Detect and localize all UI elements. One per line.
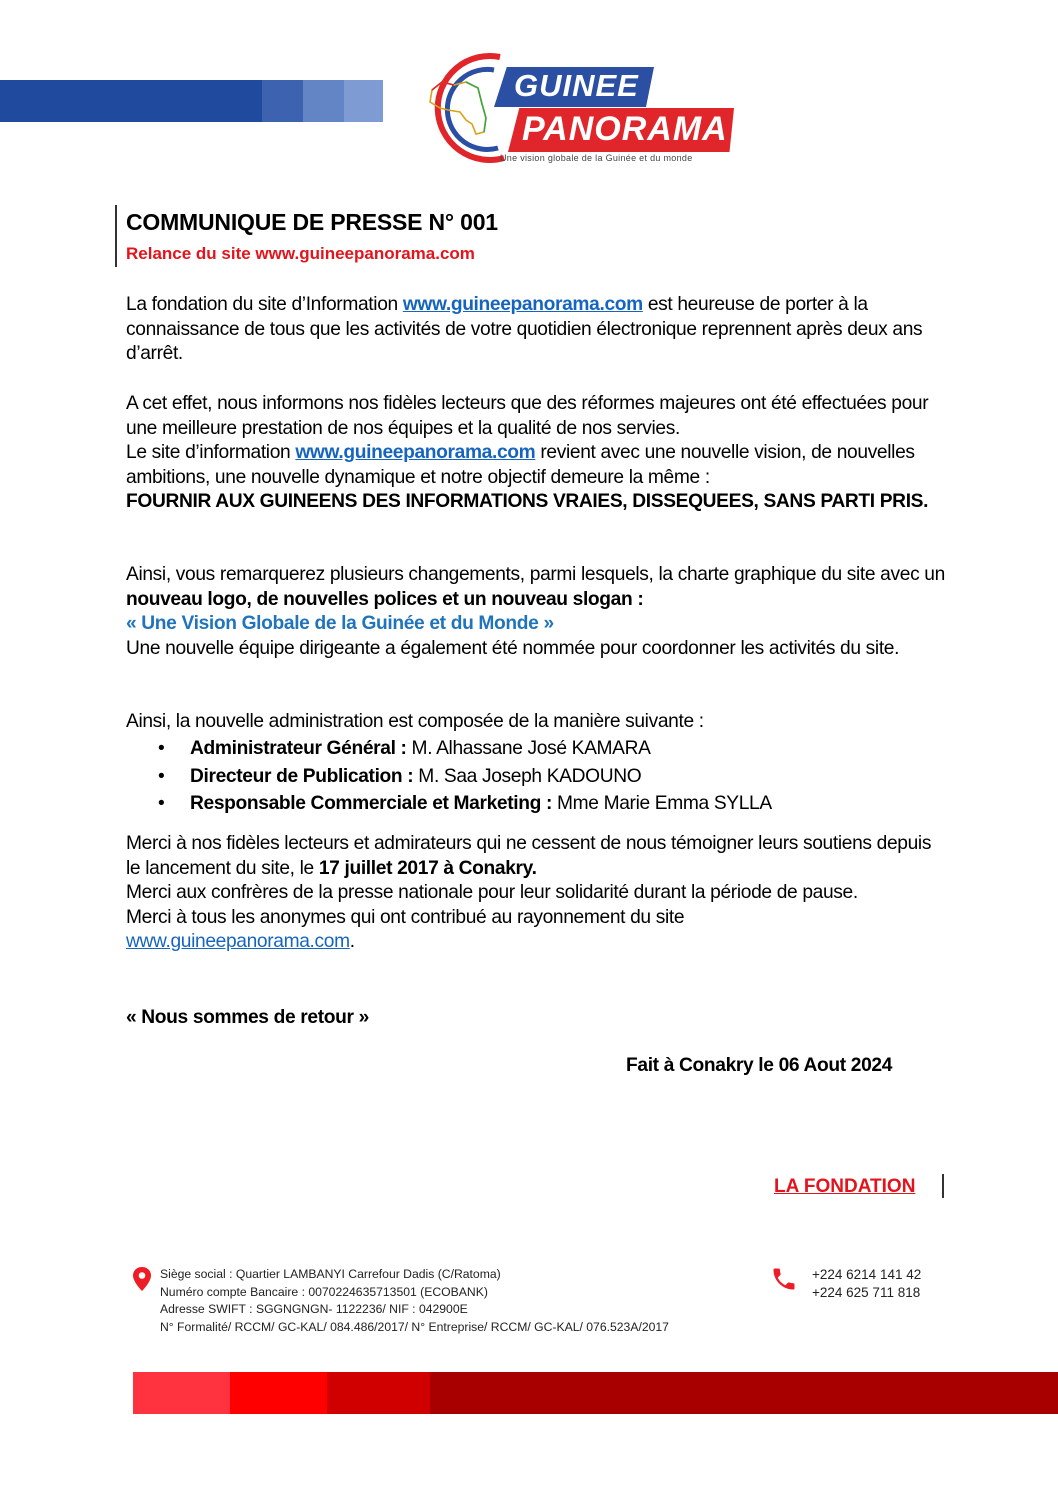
admin-list-item [126, 763, 772, 791]
site-link[interactable]: www.guineepanorama.com [126, 931, 350, 952]
text: est heureuse de porter à la connaissance de tous que les activités de votre quotidien électronique reprennent après deux ans d’arrêt. [126, 294, 923, 364]
text: revient avec une nouvelle vision, de nouvelles ambitions, une nouvelle dynamique et notre objectif demeure la même : [126, 442, 915, 488]
text: . [349, 931, 355, 952]
footer-line: N° Formalité/ RCCM/ GC-KAL/ 084.486/2017/ N° Entreprise/ RCCM/ GC-KAL/ 076.523A/2017 [160, 1319, 669, 1334]
paragraph-intro [126, 293, 946, 367]
footer-bar-segment-1 [133, 1372, 230, 1414]
page-subtitle: Relance du site www.guineepanorama.com [126, 244, 475, 263]
date-line: Fait à Conakry le 06 Aout 2024 [626, 1055, 893, 1076]
paragraph-reforms [126, 392, 946, 515]
admin-list-item [126, 790, 772, 818]
site-link[interactable]: www.guineepanorama.com [295, 442, 536, 463]
admin-role: Administrateur Général : [190, 738, 407, 759]
guinee-panorama-logo [408, 52, 738, 167]
mission-statement: FOURNIR AUX GUINEENS DES INFORMATIONS VRAIES, DISSEQUEES, SANS PARTI PRIS. [126, 491, 929, 512]
header-bar-segment-1 [0, 80, 262, 122]
admin-name: M. Alhassane José KAMARA [406, 738, 651, 759]
logo-tagline: Une vision globale de la Guinée et du monde [500, 153, 693, 163]
paragraph-changes [126, 563, 946, 661]
admin-name: Mme Marie Emma SYLLA [552, 793, 772, 814]
text-bold: nouveau logo, de nouvelles polices et un nouveau slogan : [126, 588, 644, 610]
phone-number: +224 625 711 818 [812, 1284, 921, 1300]
footer-bar-segment-4 [430, 1372, 1058, 1414]
text: Merci à nos fidèles lecteurs et admirateurs qui ne cessent de nous témoigner leurs soutiens depuis le lancement du site, le [126, 833, 932, 879]
text: La fondation du site d’Information [126, 294, 403, 315]
footer-line: Siège social : Quartier LAMBANYI Carrefour Dadis (C/Ratoma) [160, 1267, 501, 1281]
signature-divider [942, 1174, 944, 1198]
text: Ainsi, vous remarquerez plusieurs changements, parmi lesquels, la charte graphique du site avec un [126, 564, 945, 585]
logo-word-panorama: PANORAMA [522, 110, 728, 148]
text: Merci aux confrères de la presse nationale pour leur solidarité durant la période de pause. [126, 882, 858, 903]
admin-role: Directeur de Publication : [190, 765, 414, 787]
header-bar-segment-4 [344, 80, 383, 122]
footer-line: Numéro compte Bancaire : 0070224635713501 (ECOBANK) [160, 1284, 488, 1299]
admin-name: M. Saa Joseph KADOUNO [413, 765, 642, 787]
page-title: COMMUNIQUE DE PRESSE N° 001 [126, 209, 498, 235]
site-link[interactable]: www.guineepanorama.com [402, 294, 643, 315]
header-bar-segment-3 [303, 80, 344, 122]
logo-word-guinee: GUINEE [514, 68, 639, 103]
title-divider [115, 205, 117, 267]
phone-icon [770, 1265, 798, 1293]
admin-list [126, 735, 772, 818]
footer-bar-segment-2 [230, 1372, 327, 1414]
text: Le site d’information [126, 442, 296, 463]
text: Merci à tous les anonymes qui ont contribué au rayonnement du site [126, 906, 685, 928]
admin-list-item [126, 735, 772, 763]
header-bar-segment-2 [262, 80, 303, 122]
signature: LA FONDATION [774, 1176, 916, 1197]
text: Une nouvelle équipe dirigeante a également été nommée pour coordonner les activités du site. [126, 637, 900, 659]
footer-bar-segment-3 [327, 1372, 430, 1414]
footer-line: Adresse SWIFT : SGGNGNGN- 1122236/ NIF : 042900E [160, 1302, 468, 1316]
phone-number: +224 6214 141 42 [812, 1267, 922, 1282]
slogan: « Une Vision Globale de la Guinée et du Monde » [126, 613, 554, 634]
bullet-icon: • [158, 738, 165, 759]
closing-line: « Nous sommes de retour » [126, 1007, 369, 1028]
admin-role: Responsable Commerciale et Marketing : [190, 793, 553, 814]
footer-address [160, 1266, 669, 1336]
location-pin-icon [132, 1266, 152, 1292]
launch-date: 17 juillet 2017 à Conakry. [318, 857, 537, 879]
footer-phones [812, 1266, 921, 1301]
paragraph-thanks [126, 832, 946, 955]
bullet-icon: • [158, 793, 165, 814]
admin-intro: Ainsi, la nouvelle administration est composée de la manière suivante : [126, 711, 704, 732]
bullet-icon: • [158, 765, 165, 787]
text: A cet effet, nous informons nos fidèles lecteurs que des réformes majeures ont été effectuées pour une meilleure prestation de nos équipes et la qualité de nos servies. [126, 393, 929, 439]
